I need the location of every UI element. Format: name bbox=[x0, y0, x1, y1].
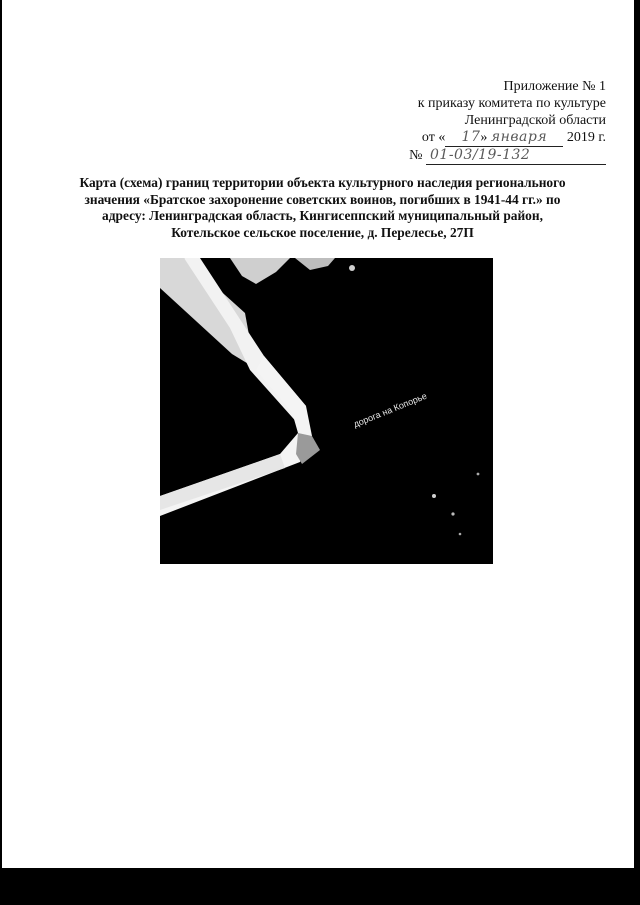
map-speck bbox=[349, 265, 355, 271]
appendix-number: Приложение № 1 bbox=[503, 79, 606, 94]
appendix-date: от « 17» января 2019 г. bbox=[421, 129, 606, 145]
scan-edge-right bbox=[634, 0, 640, 868]
road-label: дорога на Копорье bbox=[352, 390, 429, 430]
appendix-region: Ленинградской области bbox=[464, 113, 606, 128]
appendix-order-ref: к приказу комитета по культуре bbox=[417, 96, 606, 111]
map-top-patch-2 bbox=[295, 258, 335, 270]
handwritten-number: 01-03/19-132 bbox=[426, 147, 606, 165]
scan-edge-left bbox=[0, 0, 2, 868]
map-speck bbox=[477, 473, 480, 476]
map-road-shoulder bbox=[296, 433, 320, 464]
map-speck bbox=[432, 494, 436, 498]
appendix-order-number: № 01-03/19-132 bbox=[346, 147, 606, 165]
map-scheme bbox=[160, 258, 493, 564]
map-top-patch bbox=[230, 258, 290, 284]
document-title: Карта (схема) границ территории объекта культурного наследия регионального значения «Братское захоронение советских воинов, погибших в 1941-44 гг.» по адресу: Ленинградская область, Кингисеппский муниципальный район, Котельское сельское поселение, д. Перелесье, 27П bbox=[79, 175, 566, 240]
map-road-lower bbox=[160, 454, 285, 510]
appendix-header bbox=[346, 78, 606, 165]
map-speck bbox=[459, 533, 462, 536]
map-image bbox=[160, 258, 493, 564]
handwritten-date: 17» января bbox=[445, 129, 563, 147]
scan-bottom-band bbox=[0, 868, 640, 905]
map-speck bbox=[451, 512, 454, 515]
